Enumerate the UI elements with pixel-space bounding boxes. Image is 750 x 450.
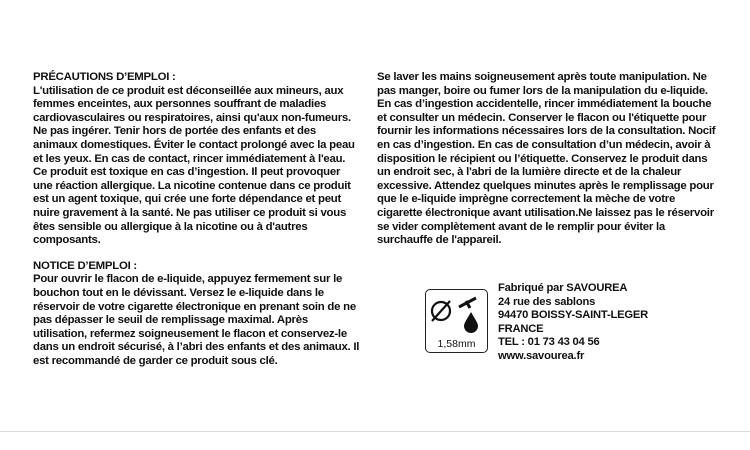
manufacturer-phone: TEL : 01 73 43 04 56 xyxy=(498,336,600,349)
precautions-heading: PRÉCAUTIONS D’EMPLOI : xyxy=(33,71,176,83)
manufacturer-name: Fabriqué par SAVOUREA xyxy=(498,282,628,294)
notice-text: Pour ouvrir le flacon de e-liquide, appuyez fermement sur le bouchon tout en le dévissant. Versez le e-liquide dans le réservoir de votre cigarette électronique en prenant soin de ne pas dépasser le seuil de remplissage maximal. Après utilisation, refermez soigneusement le flacon et conservez-le dans un endroit sécurisé, à l’abri des enfants et des animaux. Il est recommandé de garder ce produit sous clé. xyxy=(33,273,360,367)
dropper-symbol-box xyxy=(425,289,488,353)
bottom-divider xyxy=(0,431,750,432)
dropper-symbol xyxy=(426,290,486,336)
manufacturer-city: 94470 BOISSY-SAINT-LEGER xyxy=(498,309,649,322)
manufacturer-info xyxy=(498,282,718,364)
left-column xyxy=(33,71,361,368)
manufacturer-website[interactable]: www.savourea.fr xyxy=(498,349,585,362)
precautions-text: L'utilisation de ce produit est déconseillée aux mineurs, aux femmes enceintes, aux personnes souffrant de maladies cardiovasculaires ou respiratoires, ainsi qu'aux non-fumeurs. Ne pas ingérer. Tenir hors de portée des enfants et des animaux domestiques. Éviter le contact prolongé avec la peau et les yeux. En cas de contact, rincer immédiatement à l'eau. Ce produit est toxique en cas d’ingestion. Il peut provoquer une réaction allergique. La nicotine contenue dans ce produit est un agent toxique, qui crée une forte dépendance et peut nuire gravement à la santé. Ne pas utiliser ce produit si vous êtes sensible ou allergique à la nicotine ou à d'autres composants. xyxy=(33,84,355,247)
manufacturer-country: FRANCE xyxy=(498,322,544,335)
safety-text: Se laver les mains soigneusement après toute manipulation. Ne pas manger, boire ou fumer lors de la manipulation du e-liquide. En cas d’ingestion accidentelle, rincer immédiatement la bouche et consulter un médecin. Conserver le flacon ou l'étiquette pour fournir les informations nécessaires lors de la consultation. Nocif en cas d’ingestion. En cas de consultation d’un médecin, avoir à disposition le récipient ou l’étiquette. Conservez le produit dans un endroit sec, à l'abri de la lumière directe et de la chaleur excessive. Attendez quelques minutes après le remplissage pour que le e-liquide imprègne correctement la mèche de votre cigarette électronique avant utilisation.Ne laissez pas le réservoir se vider complètement avant de le remplir pour éviter la surchauffe de l'appareil. xyxy=(377,71,716,247)
diameter-icon xyxy=(432,301,450,321)
dropper-icon xyxy=(459,298,478,333)
right-column xyxy=(377,71,722,248)
manufacturer-street: 24 rue des sablons xyxy=(498,295,596,308)
info-block xyxy=(425,282,725,382)
notice-heading: NOTICE D’EMPLOI : xyxy=(33,259,137,272)
diameter-caption: 1,58mm xyxy=(437,338,476,350)
